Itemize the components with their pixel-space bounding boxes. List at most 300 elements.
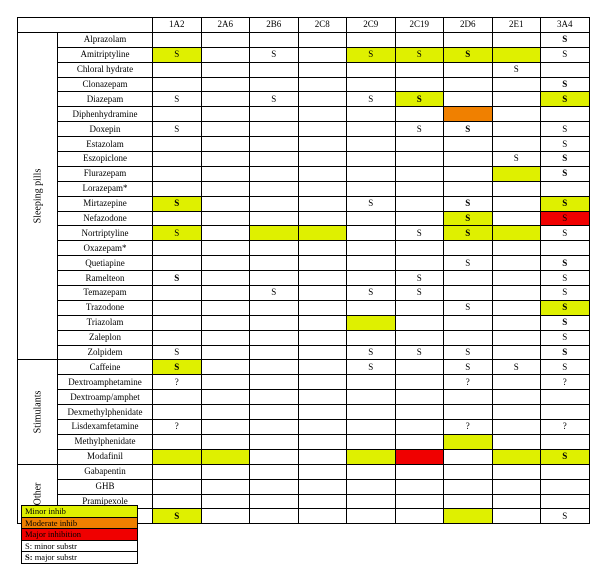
interaction-cell (541, 330, 590, 345)
drug-name: Dexmethylphenidate (58, 405, 153, 420)
interaction-cell (298, 107, 347, 122)
interaction-cell (250, 241, 299, 256)
table-row (18, 77, 590, 92)
interaction-cell (492, 137, 541, 152)
substrate-mark: ? (465, 376, 470, 387)
interaction-cell (492, 77, 541, 92)
table-row (18, 122, 590, 137)
interaction-cell (250, 300, 299, 315)
interaction-cell (347, 464, 396, 479)
substrate-mark: S (562, 317, 568, 328)
legend-row (22, 506, 138, 518)
interaction-cell (153, 107, 202, 122)
interaction-cell (541, 137, 590, 152)
interaction-cell (153, 196, 202, 211)
column-header: 2B6 (250, 18, 299, 33)
interaction-cell (153, 152, 202, 167)
interaction-cell (492, 62, 541, 77)
interaction-cell (153, 271, 202, 286)
interaction-cell (444, 211, 493, 226)
substrate-mark: S (368, 361, 374, 372)
group-label-cell (18, 360, 58, 464)
table-row (18, 420, 590, 435)
interaction-cell (201, 494, 250, 509)
interaction-cell (347, 196, 396, 211)
drug-name: Mirtazepine (58, 196, 153, 211)
interaction-cell (541, 152, 590, 167)
interaction-cell (347, 241, 396, 256)
interaction-cell (541, 166, 590, 181)
interaction-cell (201, 32, 250, 47)
drug-name: Modafinil (58, 449, 153, 464)
interaction-cell (444, 434, 493, 449)
interaction-cell (395, 181, 444, 196)
interaction-cell (395, 315, 444, 330)
interaction-cell (201, 77, 250, 92)
interaction-cell (541, 345, 590, 360)
interaction-cell (492, 479, 541, 494)
interaction-cell (298, 92, 347, 107)
substrate-mark: S (465, 123, 471, 134)
drug-name: Ramelteon (58, 271, 153, 286)
interaction-cell (153, 77, 202, 92)
column-header: 3A4 (541, 18, 590, 33)
interaction-cell (153, 360, 202, 375)
substrate-mark: S (174, 123, 180, 134)
substrate-mark: S (562, 198, 568, 209)
interaction-cell (153, 509, 202, 524)
table-row (18, 375, 590, 390)
interaction-cell (201, 300, 250, 315)
substrate-mark: S (465, 302, 471, 313)
interaction-cell (347, 479, 396, 494)
interaction-cell (444, 226, 493, 241)
substrate-mark: S (562, 79, 568, 89)
interaction-cell (347, 509, 396, 524)
interaction-cell (298, 256, 347, 271)
interaction-cell (298, 464, 347, 479)
interaction-cell (201, 479, 250, 494)
interaction-cell (395, 32, 444, 47)
interaction-cell (347, 420, 396, 435)
interaction-cell (347, 62, 396, 77)
drug-name: Pramipexole (58, 494, 153, 509)
interaction-cell (153, 181, 202, 196)
interaction-cell (492, 256, 541, 271)
interaction-cell (298, 211, 347, 226)
interaction-cell (250, 330, 299, 345)
interaction-cell (298, 434, 347, 449)
interaction-cell (153, 256, 202, 271)
table-row (18, 47, 590, 62)
interaction-cell (153, 92, 202, 107)
interaction-cell (347, 494, 396, 509)
table-row (18, 330, 590, 345)
interaction-cell (201, 286, 250, 301)
interaction-cell (444, 107, 493, 122)
interaction-cell (250, 420, 299, 435)
table-row (18, 137, 590, 152)
table-row (18, 434, 590, 449)
table-row (18, 405, 590, 420)
substrate-mark: S (465, 361, 471, 372)
interaction-cell (395, 300, 444, 315)
table-row (18, 62, 590, 77)
interaction-cell (444, 375, 493, 390)
interaction-cell (347, 32, 396, 47)
interaction-cell (492, 286, 541, 301)
interaction-cell (444, 271, 493, 286)
interaction-cell (541, 509, 590, 524)
substrate-mark: S (513, 153, 519, 164)
interaction-cell (347, 137, 396, 152)
table-row (18, 345, 590, 360)
interaction-cell (250, 122, 299, 137)
interaction-cell (541, 241, 590, 256)
interaction-cell (250, 256, 299, 271)
interaction-cell (250, 166, 299, 181)
interaction-cell (444, 464, 493, 479)
interaction-cell (541, 286, 590, 301)
drug-name: Diazepam (58, 92, 153, 107)
interaction-cell (347, 390, 396, 405)
drug-name: Zaleplon (58, 330, 153, 345)
interaction-cell (444, 196, 493, 211)
interaction-cell (492, 226, 541, 241)
interaction-cell (250, 315, 299, 330)
substrate-mark: S (416, 227, 422, 238)
interaction-cell (298, 360, 347, 375)
drug-name: Methylphenidate (58, 434, 153, 449)
interaction-cell (395, 494, 444, 509)
interaction-cell (250, 226, 299, 241)
drug-name: GHB (58, 479, 153, 494)
substrate-mark: S (562, 213, 568, 224)
table-row (18, 107, 590, 122)
interaction-cell (444, 420, 493, 435)
interaction-cell (250, 479, 299, 494)
substrate-mark: S (174, 361, 180, 372)
interaction-cell (250, 77, 299, 92)
interaction-cell (298, 315, 347, 330)
interaction-cell (492, 271, 541, 286)
interaction-cell (541, 32, 590, 47)
interaction-cell (153, 62, 202, 77)
interaction-cell (395, 360, 444, 375)
drug-name: Nefazodone (58, 211, 153, 226)
table-row (18, 256, 590, 271)
interaction-cell (444, 494, 493, 509)
interaction-cell (444, 360, 493, 375)
interaction-cell (153, 434, 202, 449)
interaction-cell (153, 464, 202, 479)
interaction-cell (298, 479, 347, 494)
substrate-mark: S (562, 361, 568, 372)
interaction-cell (444, 315, 493, 330)
interaction-cell (444, 286, 493, 301)
drug-name: Alprazolam (58, 32, 153, 47)
interaction-cell (541, 196, 590, 211)
substrate-mark: S (562, 227, 568, 238)
interaction-cell (541, 122, 590, 137)
interaction-cell (347, 47, 396, 62)
interaction-cell (201, 166, 250, 181)
substrate-mark: S (416, 272, 422, 283)
interaction-cell (347, 271, 396, 286)
interaction-cell (298, 226, 347, 241)
column-header: 2C19 (395, 18, 444, 33)
interaction-cell (250, 181, 299, 196)
interaction-cell (250, 449, 299, 464)
interaction-cell (492, 420, 541, 435)
interaction-cell (153, 300, 202, 315)
interaction-cell (492, 32, 541, 47)
interaction-cell (298, 152, 347, 167)
legend-item: S: minor substr (22, 540, 138, 552)
interaction-cell (347, 92, 396, 107)
interaction-cell (201, 256, 250, 271)
interaction-cell (298, 405, 347, 420)
interaction-cell (153, 226, 202, 241)
table-row (18, 241, 590, 256)
drug-name: Amitriptyline (58, 47, 153, 62)
interaction-cell (444, 137, 493, 152)
substrate-mark: S (562, 153, 568, 164)
substrate-mark: S (562, 49, 568, 60)
interaction-cell (395, 479, 444, 494)
interaction-cell (201, 107, 250, 122)
interaction-cell (492, 181, 541, 196)
interaction-cell (541, 420, 590, 435)
interaction-cell (153, 345, 202, 360)
interaction-cell (347, 226, 396, 241)
interaction-cell (444, 330, 493, 345)
interaction-cell (298, 166, 347, 181)
interaction-cell (395, 107, 444, 122)
drug-name: Dextroamphetamine (58, 375, 153, 390)
substrate-mark: S (562, 287, 568, 298)
table-row (18, 271, 590, 286)
interaction-cell (492, 330, 541, 345)
interaction-cell (298, 196, 347, 211)
interaction-cell (153, 405, 202, 420)
interaction-cell (201, 211, 250, 226)
interaction-cell (250, 494, 299, 509)
substrate-mark: ? (465, 421, 470, 432)
substrate-mark: ? (174, 376, 179, 387)
interaction-cell (492, 375, 541, 390)
substrate-mark: S (465, 257, 471, 268)
group-label: Stimulants (32, 390, 43, 434)
interaction-cell (298, 375, 347, 390)
interaction-cell (541, 405, 590, 420)
interaction-cell (444, 300, 493, 315)
substrate-mark: S (562, 93, 568, 104)
interaction-cell (395, 449, 444, 464)
interaction-cell (541, 315, 590, 330)
substrate-mark: S (513, 361, 519, 372)
substrate-mark: S (562, 257, 568, 268)
column-header: 2D6 (444, 18, 493, 33)
substrate-mark: S (174, 272, 180, 283)
drug-name: Quetiapine (58, 256, 153, 271)
interaction-cell (492, 315, 541, 330)
interaction-cell (201, 241, 250, 256)
table-row (18, 196, 590, 211)
interaction-cell (395, 405, 444, 420)
substrate-mark: S (416, 49, 422, 60)
substrate-mark: S (368, 198, 374, 209)
interaction-cell (395, 137, 444, 152)
interaction-cell (153, 315, 202, 330)
interaction-cell (395, 196, 444, 211)
interaction-cell (250, 137, 299, 152)
interaction-cell (541, 375, 590, 390)
interaction-cell (444, 405, 493, 420)
interaction-cell (492, 390, 541, 405)
interaction-cell (298, 390, 347, 405)
interaction-cell (250, 47, 299, 62)
interaction-cell (250, 390, 299, 405)
group-label: Sleeping pills (32, 168, 43, 224)
substrate-mark: S (562, 451, 568, 462)
interaction-cell (201, 181, 250, 196)
interaction-cell (298, 330, 347, 345)
interaction-cell (541, 271, 590, 286)
interaction-cell (153, 47, 202, 62)
substrate-mark: S (562, 302, 568, 313)
interaction-cell (492, 211, 541, 226)
header-corner (18, 18, 153, 33)
interaction-cell (444, 345, 493, 360)
legend-row (22, 517, 138, 529)
interaction-cell (201, 226, 250, 241)
substrate-mark: S (465, 347, 471, 358)
substrate-mark: S (174, 347, 180, 358)
interaction-cell (347, 434, 396, 449)
table-row (18, 211, 590, 226)
interaction-cell (347, 345, 396, 360)
interaction-cell (201, 47, 250, 62)
interaction-cell (347, 330, 396, 345)
header-row (18, 18, 590, 33)
drug-name: Trazodone (58, 300, 153, 315)
interaction-cell (541, 360, 590, 375)
interaction-cell (298, 241, 347, 256)
substrate-mark: ? (562, 376, 567, 387)
substrate-mark: S (368, 49, 374, 60)
interaction-cell (492, 434, 541, 449)
interaction-cell (395, 509, 444, 524)
interaction-cell (201, 509, 250, 524)
legend-row (22, 552, 138, 564)
interaction-cell (201, 315, 250, 330)
interaction-cell (153, 390, 202, 405)
interaction-cell (201, 420, 250, 435)
interaction-cell (444, 32, 493, 47)
interaction-cell (298, 62, 347, 77)
table-row (18, 390, 590, 405)
drug-name: Nortriptyline (58, 226, 153, 241)
interaction-cell (201, 271, 250, 286)
interaction-cell (298, 300, 347, 315)
interaction-cell (395, 375, 444, 390)
interaction-cell (250, 196, 299, 211)
interaction-cell (444, 390, 493, 405)
drug-name: Dextroamp/amphet (58, 390, 153, 405)
interaction-cell (201, 375, 250, 390)
interaction-cell (347, 107, 396, 122)
substrate-mark: S (368, 347, 374, 358)
interaction-cell (298, 494, 347, 509)
substrate-mark: S (368, 287, 374, 298)
interaction-cell (444, 166, 493, 181)
interaction-cell (541, 226, 590, 241)
interaction-cell (347, 375, 396, 390)
interaction-cell (492, 166, 541, 181)
group-label-cell (18, 32, 58, 360)
interaction-cell (541, 256, 590, 271)
interaction-cell (298, 77, 347, 92)
interaction-cell (492, 152, 541, 167)
interaction-cell (250, 464, 299, 479)
interaction-cell (541, 390, 590, 405)
table-row (18, 32, 590, 47)
interaction-cell (298, 32, 347, 47)
interaction-cell (153, 449, 202, 464)
substrate-mark: S (271, 49, 277, 60)
interaction-cell (201, 122, 250, 137)
interaction-cell (444, 77, 493, 92)
interaction-cell (492, 300, 541, 315)
interaction-cell (541, 77, 590, 92)
interaction-cell (153, 420, 202, 435)
interaction-cell (153, 241, 202, 256)
interaction-cell (347, 405, 396, 420)
drug-name: Estazolam (58, 137, 153, 152)
interaction-cell (395, 211, 444, 226)
interaction-cell (395, 286, 444, 301)
drug-name: Gabapentin (58, 464, 153, 479)
interaction-cell (250, 32, 299, 47)
interaction-cell (153, 375, 202, 390)
interaction-cell (250, 434, 299, 449)
column-header: 2C9 (347, 18, 396, 33)
interaction-cell (347, 300, 396, 315)
interaction-cell (347, 77, 396, 92)
table-row (18, 181, 590, 196)
interaction-cell (347, 211, 396, 226)
interaction-cell (541, 47, 590, 62)
interaction-cell (201, 92, 250, 107)
interaction-cell (444, 509, 493, 524)
interaction-cell (250, 92, 299, 107)
drug-name: Temazepam (58, 286, 153, 301)
interaction-cell (347, 360, 396, 375)
interaction-cell (444, 181, 493, 196)
interaction-cell (492, 196, 541, 211)
legend-row (22, 529, 138, 541)
legend-item: S: major substr (22, 552, 138, 564)
interaction-cell (395, 420, 444, 435)
interaction-cell (395, 92, 444, 107)
interaction-cell (347, 286, 396, 301)
substrate-mark: S (368, 93, 374, 104)
legend-row (22, 540, 138, 552)
table-row (18, 360, 590, 375)
interaction-cell (492, 241, 541, 256)
interaction-cell (492, 509, 541, 524)
